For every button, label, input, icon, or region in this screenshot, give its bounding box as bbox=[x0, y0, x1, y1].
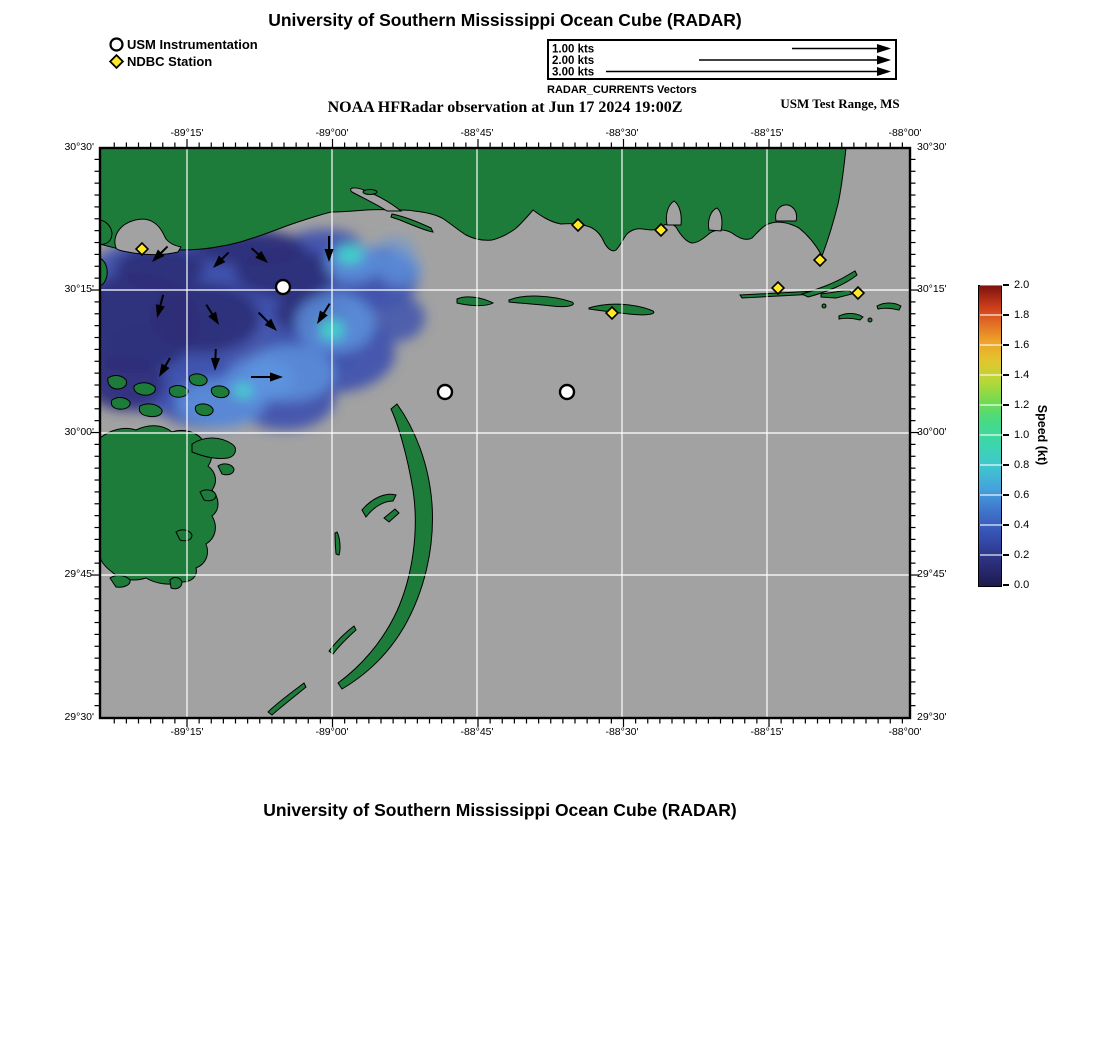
land-polygon bbox=[189, 374, 207, 386]
land-polygon bbox=[111, 398, 130, 410]
colorbar-gridline bbox=[980, 434, 1002, 436]
colorbar-tick-label: 0.2 bbox=[1014, 548, 1030, 561]
colorbar-gridline bbox=[980, 464, 1002, 466]
lat-label-left: 30°15' bbox=[64, 283, 94, 295]
colorbar-tick bbox=[1003, 524, 1009, 526]
vector-scale-arrowhead bbox=[877, 56, 891, 65]
lon-label-top: -88°30' bbox=[605, 127, 639, 139]
colorbar-tick bbox=[1003, 284, 1009, 286]
lat-label-left: 30°00' bbox=[64, 426, 94, 438]
lat-label-left: 29°30' bbox=[64, 711, 94, 723]
colorbar-gridline bbox=[980, 524, 1002, 526]
colorbar-gridline bbox=[980, 494, 1002, 496]
colorbar-tick-label: 1.6 bbox=[1014, 338, 1030, 351]
colorbar-axis-title: Speed (kt) bbox=[1035, 404, 1049, 466]
colorbar-tick bbox=[1003, 554, 1009, 556]
lon-label-top: -88°45' bbox=[460, 127, 494, 139]
legend-label-ndbc: NDBC Station bbox=[127, 54, 213, 69]
colorbar-gridline bbox=[980, 554, 1002, 556]
land-polygon bbox=[134, 383, 156, 395]
legend-item-ndbc bbox=[108, 53, 258, 70]
lon-label-bottom: -88°30' bbox=[605, 726, 639, 738]
colorbar bbox=[978, 278, 1088, 591]
land-polygon bbox=[108, 376, 127, 389]
observation-subtitle: NOAA HFRadar observation at Jun 17 2024 19:00Z bbox=[327, 99, 683, 116]
lon-label-top: -89°00' bbox=[315, 127, 349, 139]
vector-scale-box bbox=[547, 39, 897, 80]
colorbar-tick bbox=[1003, 494, 1009, 496]
lat-label-left: 29°45' bbox=[64, 568, 94, 580]
colorbar-tick-label: 2.0 bbox=[1014, 278, 1030, 291]
lon-label-top: -89°15' bbox=[170, 127, 204, 139]
colorbar-gridline bbox=[980, 314, 1002, 316]
land-polygon bbox=[170, 578, 182, 589]
colorbar-tick bbox=[1003, 464, 1009, 466]
legend bbox=[108, 36, 258, 70]
colorbar-tick-label: 1.8 bbox=[1014, 308, 1030, 321]
vector-scale-arrows bbox=[549, 41, 893, 77]
lon-label-bottom: -88°15' bbox=[750, 726, 784, 738]
land-polygon bbox=[868, 318, 872, 322]
vector-scale-caption: RADAR_CURRENTS Vectors bbox=[547, 84, 697, 96]
colorbar-tick-label: 0.4 bbox=[1014, 518, 1030, 531]
legend-item-usm bbox=[108, 36, 258, 53]
vector-scale-arrowhead bbox=[877, 44, 891, 53]
colorbar-gridline bbox=[980, 284, 1002, 286]
colorbar-tick bbox=[1003, 434, 1009, 436]
colorbar-tick-label: 1.2 bbox=[1014, 398, 1030, 411]
ndbc-diamond-icon bbox=[108, 53, 125, 70]
colorbar-gridline bbox=[980, 404, 1002, 406]
land-polygon bbox=[363, 190, 377, 195]
colorbar-gridline bbox=[980, 374, 1002, 376]
lat-label-left: 30°30' bbox=[64, 141, 94, 153]
colorbar-tick-label: 0.8 bbox=[1014, 458, 1030, 471]
colorbar-gridline bbox=[980, 344, 1002, 346]
test-range-label: USM Test Range, MS bbox=[780, 96, 900, 111]
vector-scale-label: 1.00 kts bbox=[552, 43, 595, 56]
lon-label-top: -88°00' bbox=[888, 127, 922, 139]
footer-title: University of Southern Mississippi Ocean Cube (RADAR) bbox=[263, 800, 737, 820]
lon-label-bottom: -88°45' bbox=[460, 726, 494, 738]
map-canvas bbox=[84, 132, 926, 734]
colorbar-tick bbox=[1003, 584, 1009, 586]
colorbar-tick-label: 1.0 bbox=[1014, 428, 1030, 441]
lat-label-right: 30°00' bbox=[917, 426, 947, 438]
land-polygon bbox=[195, 404, 213, 416]
usm-instrumentation-marker bbox=[438, 385, 452, 399]
colorbar-gradient bbox=[978, 285, 1002, 587]
colorbar-tick bbox=[1003, 374, 1009, 376]
map-area bbox=[84, 132, 926, 734]
land-polygon bbox=[822, 304, 826, 308]
page-title: University of Southern Mississippi Ocean Cube (RADAR) bbox=[268, 10, 742, 30]
colorbar-tick-label: 1.4 bbox=[1014, 368, 1030, 381]
land-polygon bbox=[211, 386, 229, 398]
lon-label-top: -88°15' bbox=[750, 127, 784, 139]
lon-label-bottom: -89°00' bbox=[315, 726, 349, 738]
lat-label-right: 29°45' bbox=[917, 568, 947, 580]
lon-label-bottom: -89°15' bbox=[170, 726, 204, 738]
colorbar-tick bbox=[1003, 344, 1009, 346]
usm-instrumentation-marker bbox=[560, 385, 574, 399]
vector-scale-arrowhead bbox=[877, 67, 891, 76]
colorbar-tick bbox=[1003, 314, 1009, 316]
usm-circle-icon bbox=[108, 36, 125, 53]
vector-scale-label: 3.00 kts bbox=[552, 66, 595, 77]
land-polygon bbox=[169, 386, 188, 398]
lat-label-right: 30°30' bbox=[917, 141, 947, 153]
legend-label-usm: USM Instrumentation bbox=[127, 37, 258, 52]
vector-scale-label: 2.00 kts bbox=[552, 55, 595, 67]
usm-instrumentation-marker bbox=[276, 280, 290, 294]
lon-label-bottom: -88°00' bbox=[888, 726, 922, 738]
lat-label-right: 30°15' bbox=[917, 283, 947, 295]
colorbar-tick bbox=[1003, 404, 1009, 406]
colorbar-tick-label: 0.0 bbox=[1014, 578, 1030, 591]
colorbar-tick-label: 0.6 bbox=[1014, 488, 1030, 501]
lat-label-right: 29°30' bbox=[917, 711, 947, 723]
